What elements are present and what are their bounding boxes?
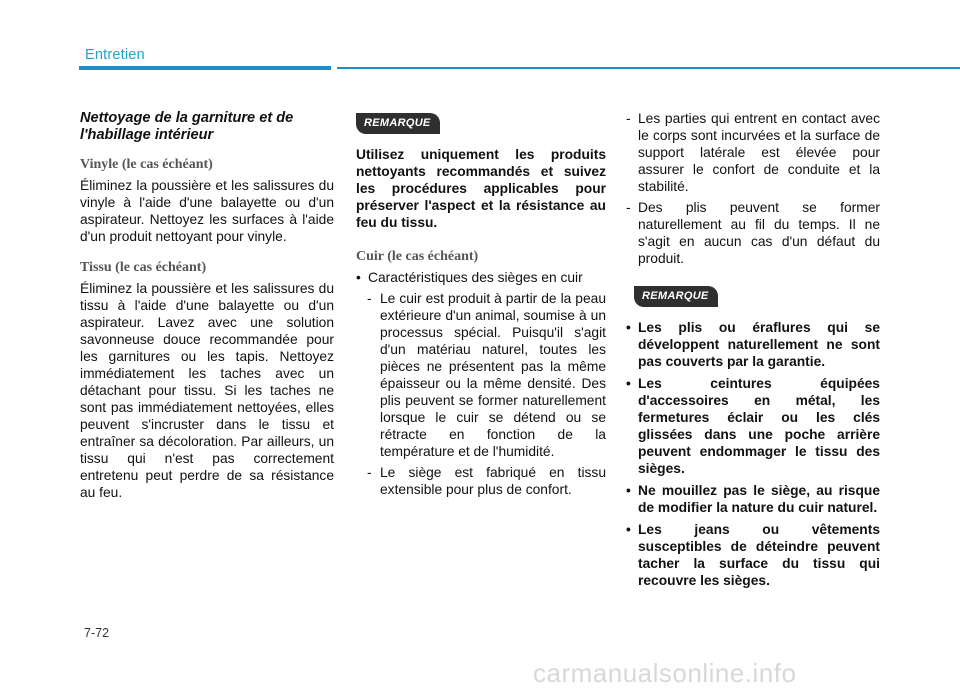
vinyl-heading: Vinyle (le cas échéant) bbox=[80, 157, 213, 172]
note-bullet: • Les ceintures équipées d'accessoires en métal, les fermetures éclair ou les clés glissées dans une poche arrière peuvent endommager le tissu des sièges. bbox=[626, 375, 880, 477]
section-title: Entretien bbox=[85, 47, 145, 63]
header-rule-thick bbox=[79, 66, 331, 70]
note-bullet: • Ne mouillez pas le siège, au risque de modifier la nature du cuir naturel. bbox=[626, 482, 880, 516]
watermark: carmanualsonline.info bbox=[533, 658, 797, 688]
note-bullet: • Les jeans ou vêtements susceptibles de déteindre peuvent tacher la surface du tissu qui recouvre les sièges. bbox=[626, 521, 880, 589]
section-heading: Nettoyage de la garniture et de l'habillage intérieur bbox=[80, 110, 294, 143]
page-number: 7-72 bbox=[84, 626, 110, 640]
note-text: Utilisez uniquement les produits nettoyants recommandés et suivez les procédures applicables pour préserver l'aspect et la résistance au feu du tissu. bbox=[356, 147, 606, 230]
leather-bullet: • Caractéristiques des sièges en cuir bbox=[356, 269, 606, 286]
note-badge: REMARQUE bbox=[634, 286, 718, 307]
fabric-heading: Tissu (le cas échéant) bbox=[80, 260, 207, 275]
leather-dash-item: - Les parties qui entrent en contact avec le corps sont incurvées et la surface de support latérale est élevée pour assurer le confort de conduite et la stabilité. bbox=[626, 110, 880, 195]
leather-heading: Cuir (le cas échéant) bbox=[356, 249, 479, 264]
header-rule-thin bbox=[337, 67, 960, 69]
vinyl-text: Éliminez la poussière et les salissures du vinyle à l'aide d'une balayette ou d'un aspirateur. Nettoyez les surfaces à l'aide d'un produit nettoyant pour vinyle. bbox=[80, 178, 334, 244]
column-left bbox=[80, 110, 334, 501]
leather-dash-item: - Le cuir est produit à partir de la peau extérieure d'un animal, soumise à un processus spécial. Puisqu'il s'agit d'un matériau naturel, toutes les pièces ne présentent pas la même épaisseur ou la même densité. Des plis peuvent se former naturellement lorsque le cuir se détend ou se rétracte en fonction de la température et de l'humidité. bbox=[356, 290, 606, 460]
note-badge: REMARQUE bbox=[356, 113, 440, 134]
column-right bbox=[626, 110, 880, 594]
leather-dash-item: - Des plis peuvent se former naturellement au fil du temps. Il ne s'agit en aucun cas d'un défaut du produit. bbox=[626, 199, 880, 267]
leather-dash-item: - Le siège est fabriqué en tissu extensible pour plus de confort. bbox=[356, 464, 606, 498]
column-middle bbox=[356, 110, 606, 498]
fabric-text: Éliminez la poussière et les salissures du tissu à l'aide d'une balayette ou d'un aspirateur. Lavez avec une solution savonneuse douce recommandée pour les garnitures ou les tapis. Nettoyez immédiatement les taches avec un détachant pour tissu. Si les taches ne sont pas immédiatement nettoyées, elles peuvent s'incruster dans le tissu et entraîner sa décoloration. Par ailleurs, un tissu qui n'est pas correctement entretenu peut perdre de sa résistance au feu. bbox=[80, 281, 334, 500]
note-bullet: • Les plis ou éraflures qui se développent naturellement ne sont pas couverts par la garantie. bbox=[626, 319, 880, 370]
